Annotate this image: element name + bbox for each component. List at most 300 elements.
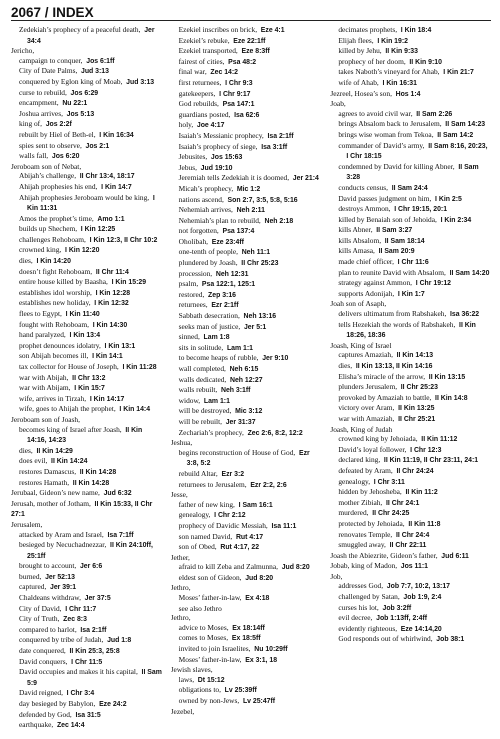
- entry-text: Jebus,: [178, 162, 197, 172]
- index-subentry: [171, 237, 323, 248]
- index-subentry: [11, 267, 163, 278]
- index-subentry: [11, 699, 163, 710]
- entry-text: conducts census,: [338, 182, 389, 192]
- index-subentry: [171, 173, 323, 184]
- scripture-reference: I Chr 2:12: [214, 512, 246, 520]
- index-subentry: [11, 151, 163, 162]
- index-subentry: [330, 634, 491, 645]
- entry-text: David’s loyal follower,: [338, 444, 407, 454]
- index-column-2: [171, 25, 323, 737]
- index-subentry: [330, 487, 491, 498]
- entry-text: holy,: [178, 120, 194, 130]
- index-subentry: [11, 688, 163, 699]
- index-subentry: [171, 99, 323, 110]
- entry-text: spies sent to observe,: [19, 140, 82, 150]
- entry-text: protected by Jehoiada,: [338, 518, 405, 528]
- index-subentry: [11, 635, 163, 646]
- index-subentry: [171, 343, 323, 354]
- scripture-reference: Jos 6:29: [70, 89, 99, 97]
- scripture-reference: II Chr 24:1: [385, 499, 420, 507]
- scripture-reference: Jos 11:1: [400, 563, 428, 571]
- entry-text: defended by God,: [19, 709, 72, 719]
- entry-text: crowned king by Jehoiada,: [338, 434, 418, 444]
- scripture-reference: Eze 22:1ff: [233, 37, 266, 45]
- index-subentry: [11, 720, 163, 731]
- entry-text: renovates Temple,: [338, 529, 393, 539]
- scripture-reference: Isa 36:22: [450, 311, 480, 319]
- entry-text: son Abijah becomes ill,: [19, 351, 89, 361]
- index-subentry: [11, 467, 163, 478]
- index-subentry: [171, 184, 323, 195]
- entry-text: will be rebuilt,: [178, 416, 222, 426]
- entry-text: Jethro,: [170, 613, 191, 623]
- entry-text: genealogy,: [338, 476, 371, 486]
- scripture-reference: Neh 2:11: [236, 207, 265, 215]
- index-subentry: [330, 25, 491, 36]
- entry-text: campaign to conquer,: [19, 55, 83, 65]
- scripture-reference: I Kin 2:34: [440, 216, 472, 224]
- scripture-reference: Isa 31:5: [75, 711, 101, 719]
- entry-text: curse to rebuild,: [19, 87, 67, 97]
- scripture-reference: I Kin 21:7: [443, 69, 474, 77]
- entry-text: invited to join Israelites,: [178, 644, 251, 654]
- entry-text: tax collector for House of Joseph,: [19, 362, 119, 371]
- entry-text: war with Abijah,: [19, 372, 69, 382]
- scripture-reference: Mic 1:2: [236, 185, 261, 193]
- index-subentry: [11, 130, 163, 141]
- scripture-reference: I Kin 11:40: [65, 311, 100, 319]
- entry-text: curses his lot,: [338, 602, 379, 612]
- scripture-reference: Eze 24:2: [99, 701, 127, 708]
- entry-text: will be destroyed,: [178, 406, 232, 416]
- index-subentry: [330, 268, 491, 279]
- scripture-reference: II Kin 18:26, 18:36: [346, 321, 476, 340]
- entry-text: Jerusalem,: [11, 519, 43, 529]
- index-subentry: [330, 204, 491, 215]
- index-subentry: [11, 667, 163, 688]
- index-subentry: [171, 226, 323, 237]
- index-subentry: [330, 445, 491, 456]
- index-subentry: [11, 66, 163, 77]
- scripture-reference: Ex 18:5ff: [231, 635, 261, 643]
- index-subentry: [171, 480, 323, 491]
- scripture-reference: I Kin 13:1: [104, 342, 136, 350]
- entry-text: David conquers,: [19, 656, 68, 666]
- entry-text: king of,: [19, 119, 42, 129]
- entry-text: challenged by Satan,: [338, 592, 400, 602]
- entry-text: Jether,: [170, 552, 190, 562]
- index-subentry: [171, 322, 323, 333]
- scripture-reference: I Sam 16:1: [238, 501, 273, 509]
- index-subentry: [330, 309, 491, 320]
- scripture-reference: Job 1:13ff, 2:4ff: [376, 615, 428, 623]
- scripture-reference: I Kin 18:4: [400, 27, 432, 34]
- scripture-reference: I Chr 9:17: [219, 90, 251, 98]
- entry-text: City of Truth,: [19, 614, 60, 624]
- scripture-reference: II Kin 15:33, II Chr 27:1: [11, 500, 153, 519]
- scripture-reference: Job 38:1: [436, 636, 465, 644]
- entry-text: Job,: [330, 571, 343, 581]
- scripture-reference: I Chr 12:3: [410, 446, 442, 454]
- entry-text: sinned,: [178, 332, 200, 342]
- entry-text: captured,: [19, 582, 47, 592]
- scripture-reference: Isa 62:6: [234, 111, 260, 119]
- scripture-reference: I Chr 3:4: [66, 690, 95, 698]
- index-subentry: [11, 657, 163, 668]
- scripture-reference: Job 7:7, 10:2, 13:17: [386, 583, 450, 591]
- index-subentry: [330, 194, 491, 205]
- index-subentry: [171, 633, 323, 644]
- entry-text: kills Absalom,: [338, 235, 382, 245]
- entry-text: restored,: [178, 289, 205, 299]
- scripture-reference: I Kin 11:28: [122, 364, 157, 371]
- entry-text: seeks man of justice,: [178, 321, 241, 331]
- entry-text: City of David,: [19, 603, 62, 613]
- entry-text: nations ascend,: [178, 194, 224, 204]
- scripture-reference: Jud 3:13: [81, 68, 109, 76]
- index-subentry: [11, 625, 163, 636]
- entry-text: burned,: [19, 571, 42, 581]
- entry-text: plundered by Joash,: [178, 258, 238, 268]
- entry-text: war with Abijam,: [19, 383, 71, 393]
- entry-text: rebuild Altar,: [178, 468, 218, 478]
- index-subentry: [11, 88, 163, 99]
- scripture-reference: II Kin 11:19, II Chr 23:11, 24:1: [383, 457, 479, 465]
- index-subentry: [330, 215, 491, 226]
- scripture-reference: II Chr 13:4, 18:17: [79, 173, 135, 181]
- scripture-reference: Jer 31:37: [225, 418, 256, 426]
- entry-text: Joshua arrives,: [19, 108, 63, 118]
- entry-text: Amos the prophet’s time,: [19, 213, 94, 223]
- index-subentry: [11, 309, 163, 320]
- scripture-reference: II Sam 2:26: [416, 110, 453, 118]
- entry-text: God responds out of whirlwind,: [338, 634, 433, 644]
- index-subentry: [330, 603, 491, 614]
- entry-text: gatekeepers,: [178, 88, 216, 98]
- index-subentry: [11, 604, 163, 615]
- index-subentry: [11, 614, 163, 625]
- entry-text: prophecy of Davidic Messiah,: [178, 520, 268, 530]
- scripture-reference: II Kin 14:29: [36, 447, 73, 455]
- scripture-reference: II Chr 25:23: [400, 384, 438, 392]
- index-heading: [171, 438, 323, 448]
- entry-text: Zedekiah’s prophecy of a peaceful death,: [19, 25, 141, 34]
- scripture-reference: Neh 12:31: [215, 270, 249, 278]
- scripture-reference: II Sam 14:2: [437, 131, 474, 139]
- index-subentry: [171, 675, 323, 686]
- index-subentry: [11, 593, 163, 604]
- index-subentry: [330, 130, 491, 141]
- index-subentry: [11, 446, 163, 457]
- scripture-reference: Psa 137:4: [222, 228, 255, 236]
- scripture-reference: II Kin 11:8: [408, 520, 441, 528]
- index-subentry: [11, 171, 163, 182]
- entry-text: takes Naboth’s vineyard for Ahab,: [338, 67, 440, 77]
- entry-text: God rebuilds,: [178, 99, 219, 109]
- scripture-reference: I Kin 11:31: [27, 194, 155, 213]
- scripture-reference: I Chr 19:15, 20:1: [394, 206, 448, 214]
- scripture-reference: I Chr 11:5: [71, 658, 103, 666]
- entry-text: provoked by Amaziah to battle,: [338, 392, 432, 402]
- entry-text: establishes new holiday,: [19, 298, 91, 308]
- index-column-1: [11, 25, 163, 737]
- scripture-reference: Ezr 2:1ff: [211, 302, 239, 310]
- scripture-reference: I Kin 14:20: [36, 258, 71, 266]
- index-subentry: [171, 532, 323, 543]
- scripture-reference: II Sam 24:4: [391, 184, 428, 192]
- entry-text: afraid to kill Zeba and Zalmunna,: [178, 562, 278, 572]
- scripture-reference: Zec 8:3: [63, 616, 87, 624]
- index-subentry: [171, 110, 323, 121]
- scripture-reference: Jud 6:11: [441, 552, 469, 560]
- scripture-reference: II Chr 25:21: [398, 415, 436, 423]
- index-subentry: [11, 288, 163, 299]
- scripture-reference: Psa 147:1: [222, 101, 255, 109]
- index-subentry: [171, 205, 323, 216]
- index-subentry: [11, 256, 163, 267]
- entry-text: strategy against Ammon,: [338, 278, 413, 288]
- index-heading: [11, 415, 163, 425]
- scripture-reference: II Sam 3:28: [346, 163, 479, 182]
- index-subentry: [11, 582, 163, 593]
- entry-text: dies,: [19, 445, 33, 455]
- index-subentry: [11, 394, 163, 405]
- index-subentry: [330, 372, 491, 383]
- entry-text: decimates prophets,: [338, 25, 398, 34]
- index-subentry: [171, 67, 323, 78]
- scripture-reference: I Chr 11:7: [65, 605, 97, 613]
- scripture-reference: Ex 4:18: [245, 595, 270, 603]
- entry-text: Jezreel, Hosea’s son,: [330, 88, 392, 98]
- scripture-reference: II Chr 24:4: [395, 531, 430, 539]
- index-subentry: [171, 375, 323, 386]
- index-subentry: [171, 521, 323, 532]
- index-subentry: [171, 163, 323, 174]
- entry-text: eldest son of Gideon,: [178, 572, 242, 582]
- entry-text: brought to account,: [19, 561, 77, 571]
- entry-text: wall completed,: [178, 364, 226, 373]
- index-subentry: [171, 469, 323, 480]
- entry-text: conquered by Eglon king of Moab,: [19, 76, 123, 86]
- index-subentry: [11, 298, 163, 309]
- scripture-reference: II Chr 13:2: [72, 374, 106, 382]
- entry-text: Jobab, king of Madon,: [330, 561, 398, 571]
- entry-text: establishes idol worship,: [19, 287, 92, 297]
- scripture-reference: II Sam 18:14: [384, 237, 425, 245]
- entry-text: flees to Egypt,: [19, 309, 62, 319]
- entry-text: Joash, King of Israel: [330, 340, 392, 350]
- scripture-reference: Dt 15:12: [197, 676, 225, 684]
- entry-text: kills Amasa,: [338, 246, 375, 256]
- entry-text: Jerusah, mother of Jotham,: [11, 498, 91, 508]
- entry-text: restores Damascus,: [19, 466, 77, 476]
- index-subentry: [11, 25, 163, 46]
- entry-text: mother Zibiah,: [338, 497, 383, 507]
- scripture-reference: Jos 15:63: [210, 154, 243, 162]
- entry-text: Jeroboam son of Nebat,: [11, 161, 82, 171]
- index-subentry: [171, 448, 323, 469]
- entry-text: attacked by Aram and Israel,: [19, 529, 104, 539]
- scripture-reference: Isa 7:1ff: [107, 531, 134, 539]
- entry-text: defeated by Aram,: [338, 465, 393, 475]
- entry-text: captures Amaziah,: [338, 350, 393, 360]
- entry-text: walls rebuilt,: [178, 385, 218, 395]
- entry-text: see also Jethro: [178, 603, 222, 613]
- scripture-reference: II Sam 3:27: [376, 227, 413, 235]
- index-subentry: [330, 236, 491, 247]
- scripture-reference: Isa 2:1ff: [267, 132, 294, 140]
- entry-text: Oholibah,: [178, 236, 209, 246]
- entry-text: dies,: [19, 256, 33, 266]
- index-heading: [330, 572, 491, 582]
- header-separator: /: [41, 5, 53, 20]
- scripture-reference: Jer 52:13: [45, 573, 75, 581]
- entry-text: guardians posted,: [178, 109, 231, 119]
- entry-text: laws,: [178, 674, 195, 684]
- index-heading: [330, 89, 491, 100]
- scripture-reference: Hos 1:4: [395, 90, 421, 98]
- scripture-reference: Eze 8:3ff: [241, 48, 270, 56]
- entry-text: Joab,: [330, 99, 346, 109]
- index-subentry: [11, 478, 163, 489]
- entry-text: returnees,: [178, 300, 208, 310]
- index-heading: [330, 341, 491, 351]
- entry-text: Sabbath desecration,: [178, 311, 240, 321]
- index-heading: [330, 99, 491, 109]
- scripture-reference: Ezr 2:2, 2:6: [250, 481, 287, 489]
- index-subentry: [330, 414, 491, 425]
- index-subentry: [330, 257, 491, 268]
- index-subentry: [330, 455, 491, 466]
- index-subentry: [171, 696, 323, 707]
- index-subentry: [11, 561, 163, 572]
- entry-text: David occupies and makes it his capital,: [19, 667, 138, 677]
- index-subentry: [11, 404, 163, 415]
- entry-text: condemned by David for killing Abner,: [338, 161, 455, 171]
- scripture-reference: Nu 10:29ff: [254, 646, 288, 654]
- index-subentry: [11, 572, 163, 583]
- scripture-reference: Jos 6:1ff: [86, 57, 115, 65]
- index-heading: [171, 665, 323, 675]
- entry-text: owned by non-Jews,: [178, 696, 240, 705]
- index-subentry: [11, 373, 163, 384]
- index-subentry: [171, 311, 323, 322]
- scripture-reference: Jud 1:8: [107, 637, 132, 645]
- entry-text: begins reconstruction of House of God,: [178, 447, 296, 457]
- entry-text: Ezekiel’s rebuke,: [178, 35, 230, 45]
- index-subentry: [171, 332, 323, 343]
- entry-text: Micah’s prophecy,: [178, 183, 234, 193]
- index-subentry: [330, 530, 491, 541]
- index-subentry: [330, 350, 491, 361]
- page-title: INDEX: [52, 5, 94, 20]
- entry-text: Chaldeans withdraw,: [19, 593, 81, 603]
- entry-text: Joash the Abiezrite, Gideon’s father,: [330, 550, 438, 560]
- index-subentry: [171, 258, 323, 269]
- scripture-reference: II Chr 24:25: [372, 510, 410, 518]
- entry-text: conquered by tribe of Judah,: [19, 635, 104, 645]
- scripture-reference: Jer 9:10: [262, 355, 289, 363]
- index-subentry: [330, 498, 491, 509]
- entry-text: Ahijah prophesies Jeroboam would be king,: [19, 192, 150, 202]
- scripture-reference: I Kin 12:20: [64, 247, 100, 255]
- scripture-reference: Jud 8:20: [245, 574, 274, 582]
- scripture-reference: Ezr 3:2: [221, 470, 245, 478]
- scripture-reference: I Kin 15:29: [111, 279, 147, 287]
- index-subentry: [171, 644, 323, 655]
- entry-text: murdered,: [338, 508, 369, 518]
- index-subentry: [330, 519, 491, 530]
- index-subentry: [171, 428, 323, 439]
- entry-text: wife, arrives in Tirzah,: [19, 393, 87, 403]
- index-subentry: [11, 109, 163, 120]
- index-subentry: [171, 685, 323, 696]
- scripture-reference: Lv 25:47ff: [242, 698, 276, 705]
- index-subentry: [171, 216, 323, 227]
- scripture-reference: I Kin 14:4: [119, 406, 151, 414]
- entry-text: entire house killed by Baasha,: [19, 277, 108, 287]
- scripture-reference: Job 3:2ff: [382, 604, 412, 612]
- index-subentry: [171, 604, 323, 614]
- index-subentry: [171, 195, 323, 206]
- entry-text: victory over Aram,: [338, 403, 395, 413]
- index-subentry: [330, 109, 491, 120]
- index-subentry: [330, 119, 491, 130]
- index-heading: [330, 561, 491, 572]
- scripture-reference: Rut 4:17: [235, 533, 264, 541]
- entry-text: killed by Benaiah son of Jehoida,: [338, 214, 437, 224]
- entry-text: prophecy of her doom,: [338, 56, 406, 66]
- index-subentry: [330, 183, 491, 194]
- scripture-reference: I Chr 11:6: [397, 259, 429, 267]
- scripture-reference: II Chr 24:24: [396, 467, 434, 475]
- scripture-reference: Ex 18:14ff: [232, 624, 265, 632]
- entry-text: walls dedicated,: [178, 374, 227, 384]
- entry-text: does evil,: [19, 456, 48, 466]
- entry-text: compared to harlot,: [19, 624, 77, 634]
- index-heading: [11, 520, 163, 530]
- scripture-reference: II Kin 14:8: [435, 394, 468, 402]
- scripture-reference: II Kin 25:3, 25:8: [69, 648, 120, 656]
- scripture-reference: Neh 13:16: [243, 313, 277, 321]
- index-heading: [171, 583, 323, 593]
- entry-text: Joash, King of Judah: [330, 424, 393, 434]
- entry-text: Jesse,: [170, 490, 188, 500]
- index-subentry: [330, 289, 491, 300]
- entry-text: Jericho,: [11, 46, 35, 56]
- index-subentry: [330, 382, 491, 393]
- scripture-reference: Isa 11:1: [271, 522, 297, 530]
- entry-text: psalm,: [178, 279, 199, 289]
- scripture-reference: Isa 2:1ff: [80, 626, 107, 634]
- scripture-reference: I Chr 9:3: [225, 79, 253, 87]
- entry-text: Jezebel,: [170, 706, 195, 716]
- entry-text: builds up Shechem,: [19, 224, 78, 234]
- scripture-reference: Ezr 3:8, 5:2: [186, 449, 310, 468]
- index-heading: [171, 707, 323, 717]
- scripture-reference: Job 1:9, 2:4: [403, 594, 442, 602]
- scripture-reference: I Kin 16:31: [382, 79, 417, 87]
- index-subentry: [171, 142, 323, 153]
- index-column-3: [330, 25, 491, 737]
- index-subentry: [11, 710, 163, 721]
- entry-text: hidden by Jehosheba,: [338, 487, 402, 497]
- scripture-reference: Jer 39:1: [50, 584, 77, 592]
- index-subentry: [171, 573, 323, 584]
- index-subentry: [171, 385, 323, 396]
- scripture-reference: I Kin 19:2: [377, 37, 408, 45]
- entry-text: delivers ultimatum from Rabshakeh,: [338, 309, 447, 319]
